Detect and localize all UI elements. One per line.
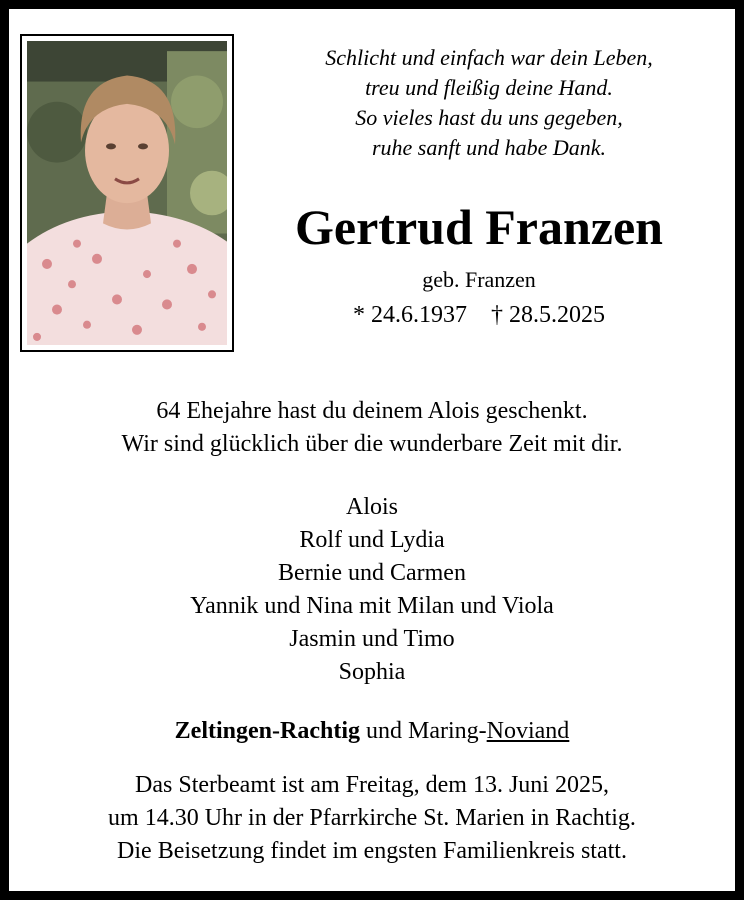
tribute-text <box>9 395 735 461</box>
places-line <box>9 715 735 748</box>
mourner: Alois <box>345 494 398 520</box>
mourners-list <box>9 491 735 689</box>
place-secondary-underlined: Noviand <box>486 718 570 744</box>
service-line: um 14.30 Uhr in der Pfarrkirche St. Marien in Rachtig. <box>108 805 636 831</box>
poem-line: Schlicht und einfach war dein Leben, <box>325 45 653 70</box>
mourner: Sophia <box>338 659 406 685</box>
mourner: Yannik und Nina mit Milan und Viola <box>190 593 554 619</box>
tribute-line: 64 Ehejahre hast du deinem Alois geschenkt. <box>156 398 588 424</box>
portrait-frame <box>20 34 234 352</box>
poem-line: So vieles hast du uns gegeben, <box>355 105 623 130</box>
poem-line: ruhe sanft und habe Dank. <box>371 135 607 160</box>
service-announcement <box>9 769 735 868</box>
service-line: Die Beisetzung findet im engsten Familienkreis statt. <box>117 838 627 864</box>
poem-line: treu und fleißig deine Hand. <box>365 75 613 100</box>
mourner: Bernie und Carmen <box>278 560 466 586</box>
birth-name: geb. Franzen <box>422 267 536 292</box>
place-connector: und <box>366 718 402 744</box>
service-line: Das Sterbeamt ist am Freitag, dem 13. Juni 2025, <box>135 772 609 798</box>
poem <box>259 43 719 163</box>
portrait-illustration <box>27 41 227 345</box>
birth-date: * 24.6.1937 <box>353 302 467 328</box>
mourner: Jasmin und Timo <box>289 626 455 652</box>
death-date: † 28.5.2025 <box>491 302 605 328</box>
portrait-photo <box>27 41 227 345</box>
place-primary: Zeltingen-Rachtig <box>174 718 360 744</box>
mourner: Rolf und Lydia <box>299 527 445 553</box>
tribute-line: Wir sind glücklich über die wunderbare Zeit mit dir. <box>121 431 623 457</box>
deceased-name: Gertrud Franzen <box>295 199 663 255</box>
obituary-notice <box>9 9 735 891</box>
life-dates <box>259 299 699 331</box>
place-secondary-prefix: Maring- <box>408 718 487 744</box>
